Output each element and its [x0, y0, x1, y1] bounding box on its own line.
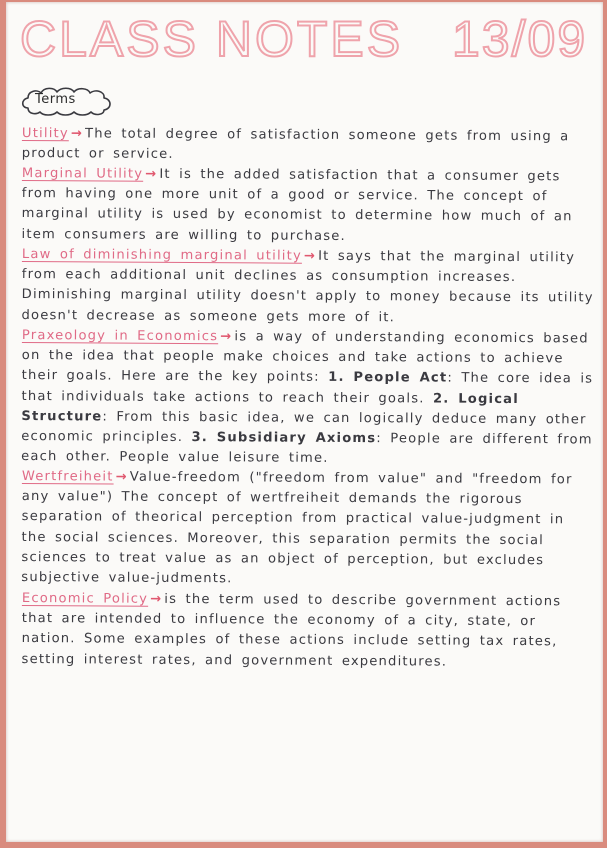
term-praxeology: Praxeology in Economics: [21, 328, 219, 345]
arrow-icon: →: [150, 591, 163, 607]
arrow-icon: →: [303, 248, 317, 265]
term-utility: Utility: [21, 125, 69, 142]
definition-intro: is a way of understanding economics based on the idea that people make choices and take actions to achieve their goals. Here are the key points:: [21, 329, 589, 386]
terms-cloud-badge: [18, 84, 116, 118]
key-point-text: : The core idea is that individuals take actions to reach their goals.: [21, 371, 594, 407]
term-law-of-diminishing-marginal-utility: Law of diminishing marginal utility: [21, 247, 302, 264]
key-point-label: 1. People Act: [328, 370, 448, 387]
page-title: CLASS NOTES: [20, 11, 404, 67]
page-date: 13/09: [452, 11, 588, 67]
arrow-icon: →: [115, 470, 128, 486]
entry-utility: [22, 124, 598, 168]
entry-praxeology: [21, 326, 598, 471]
arrow-icon: →: [220, 329, 233, 345]
definition-text: is the term used to describe government actions that are intended to influence the economy of a city, state, or nation. Some examples of these actions include setting tax rates, setting interest rates, and government expenditures.: [21, 591, 562, 669]
definition-text: It is the added satisfaction that a consumer gets from having one more unit of a good or service. The concept of marginal utility is used by economist to determine how much of an item consumers are willing to purchase.: [21, 167, 573, 244]
entry-marginal-utility: [22, 164, 598, 248]
definition-text: Value-freedom ("freedom from value" and "freedom for any value") The concept of wertfreiheit demands the rigorous separation of theorical perception from practical value-judgment in the social sciences. Moreover, this separation permits the social sciences to treat value as an object of perception, but excludes subjective value-judments.: [21, 470, 573, 587]
entry-wertfreiheit: [21, 467, 598, 592]
entry-economic-policy: [22, 589, 598, 673]
arrow-icon: →: [70, 126, 84, 142]
key-point-text: : From this basic idea, we can logically deduce many other economic principles.: [21, 409, 587, 446]
notes-page: [6, 2, 603, 842]
definition-text: The total degree of satisfaction someone gets from using a product or service.: [21, 126, 570, 163]
key-point-text: : People are different from each other. People value leisure time.: [21, 431, 593, 467]
term-economic-policy: Economic Policy: [21, 590, 149, 607]
entry-law-of-diminishing-marginal-utility: [22, 245, 598, 329]
definition-text: It says that the marginal utility from each additional unit declines as consumption increases. Diminishing marginal utility doesn't apply to money because its utility doesn't decrease as someone gets more of it.: [21, 249, 594, 326]
key-point-label: 2. Logical Structure: [21, 391, 519, 425]
arrow-icon: →: [145, 167, 158, 183]
term-wertfreiheit: Wertfreiheit: [21, 469, 114, 486]
page-header: [20, 8, 595, 74]
term-marginal-utility: Marginal Utility: [21, 166, 144, 183]
notes-body: [22, 124, 598, 669]
key-point-label: 3. Subsidiary Axioms: [191, 430, 377, 447]
section-label: Terms: [35, 92, 76, 107]
